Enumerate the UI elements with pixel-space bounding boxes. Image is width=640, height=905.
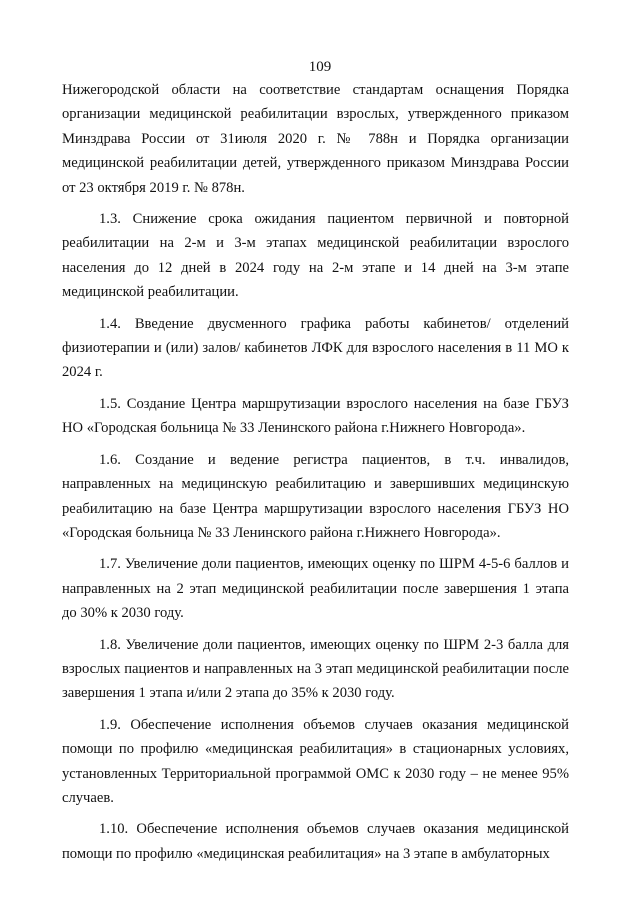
document-body bbox=[62, 78, 569, 873]
paragraph-item-1-8: 1.8. Увеличение доли пациентов, имеющих оценку по ШРМ 2-3 балла для взрослых пациентов и направленных на 3 этап медицинской реабилитации после завершения 1 этапа и/или 2 этапа до 35% к 2030 году. bbox=[62, 636, 569, 702]
paragraph-continuation: Нижегородской области на соответствие стандартам оснащения Порядка организации медицинской реабилитации взрослых, утвержденного приказом Минздрава России от 31июля 2020 г. № 788н и Порядка организации медицинской реабилитации детей, утвержденного приказом Минздрава России от 23 октября 2019 г. № 878н. bbox=[62, 82, 569, 196]
paragraph-item-1-9: 1.9. Обеспечение исполнения объемов случаев оказания медицинской помощи по профилю «медицинская реабилитация» в стационарных условиях, установленных Территориальной программой ОМС к 2030 году – не менее 95% случаев. bbox=[62, 716, 569, 806]
paragraph-item-1-10: 1.10. Обеспечение исполнения объемов случаев оказания медицинской помощи по профилю «медицинская реабилитация» на 3 этапе в амбулаторных bbox=[62, 821, 569, 862]
paragraph-item-1-7: 1.7. Увеличение доли пациентов, имеющих оценку по ШРМ 4-5-6 баллов и направленных на 2 этап медицинской реабилитации после завершения 1 этапа до 30% к 2030 году. bbox=[62, 556, 569, 622]
paragraph-item-1-5: 1.5. Создание Центра маршрутизации взрослого населения на базе ГБУЗ НО «Городская больница № 33 Ленинского района г.Нижнего Новгорода». bbox=[62, 395, 569, 437]
paragraph-item-1-6: 1.6. Создание и ведение регистра пациентов, в т.ч. инвалидов, направленных на медицинскую реабилитацию и завершивших медицинскую реабилитацию на базе Центра маршрутизации взрослого населения ГБУЗ НО «Городская больница № 33 Ленинского района г.Нижнего Новгорода». bbox=[62, 451, 569, 541]
paragraph-item-1-4: 1.4. Введение двусменного графика работы кабинетов/ отделений физиотерапии и (или) залов/ кабинетов ЛФК для взрослого населения в 11 МО к 2024 г. bbox=[62, 315, 569, 381]
page-number: 109 bbox=[308, 59, 332, 75]
paragraph-item-1-3: 1.3. Снижение срока ожидания пациентом первичной и повторной реабилитации на 2-м и 3-м этапах медицинской реабилитации взрослого населения до 12 дней в 2024 году на 2-м этапе и 14 дней на 3-м этапе медицинской реабилитации. bbox=[62, 211, 569, 301]
